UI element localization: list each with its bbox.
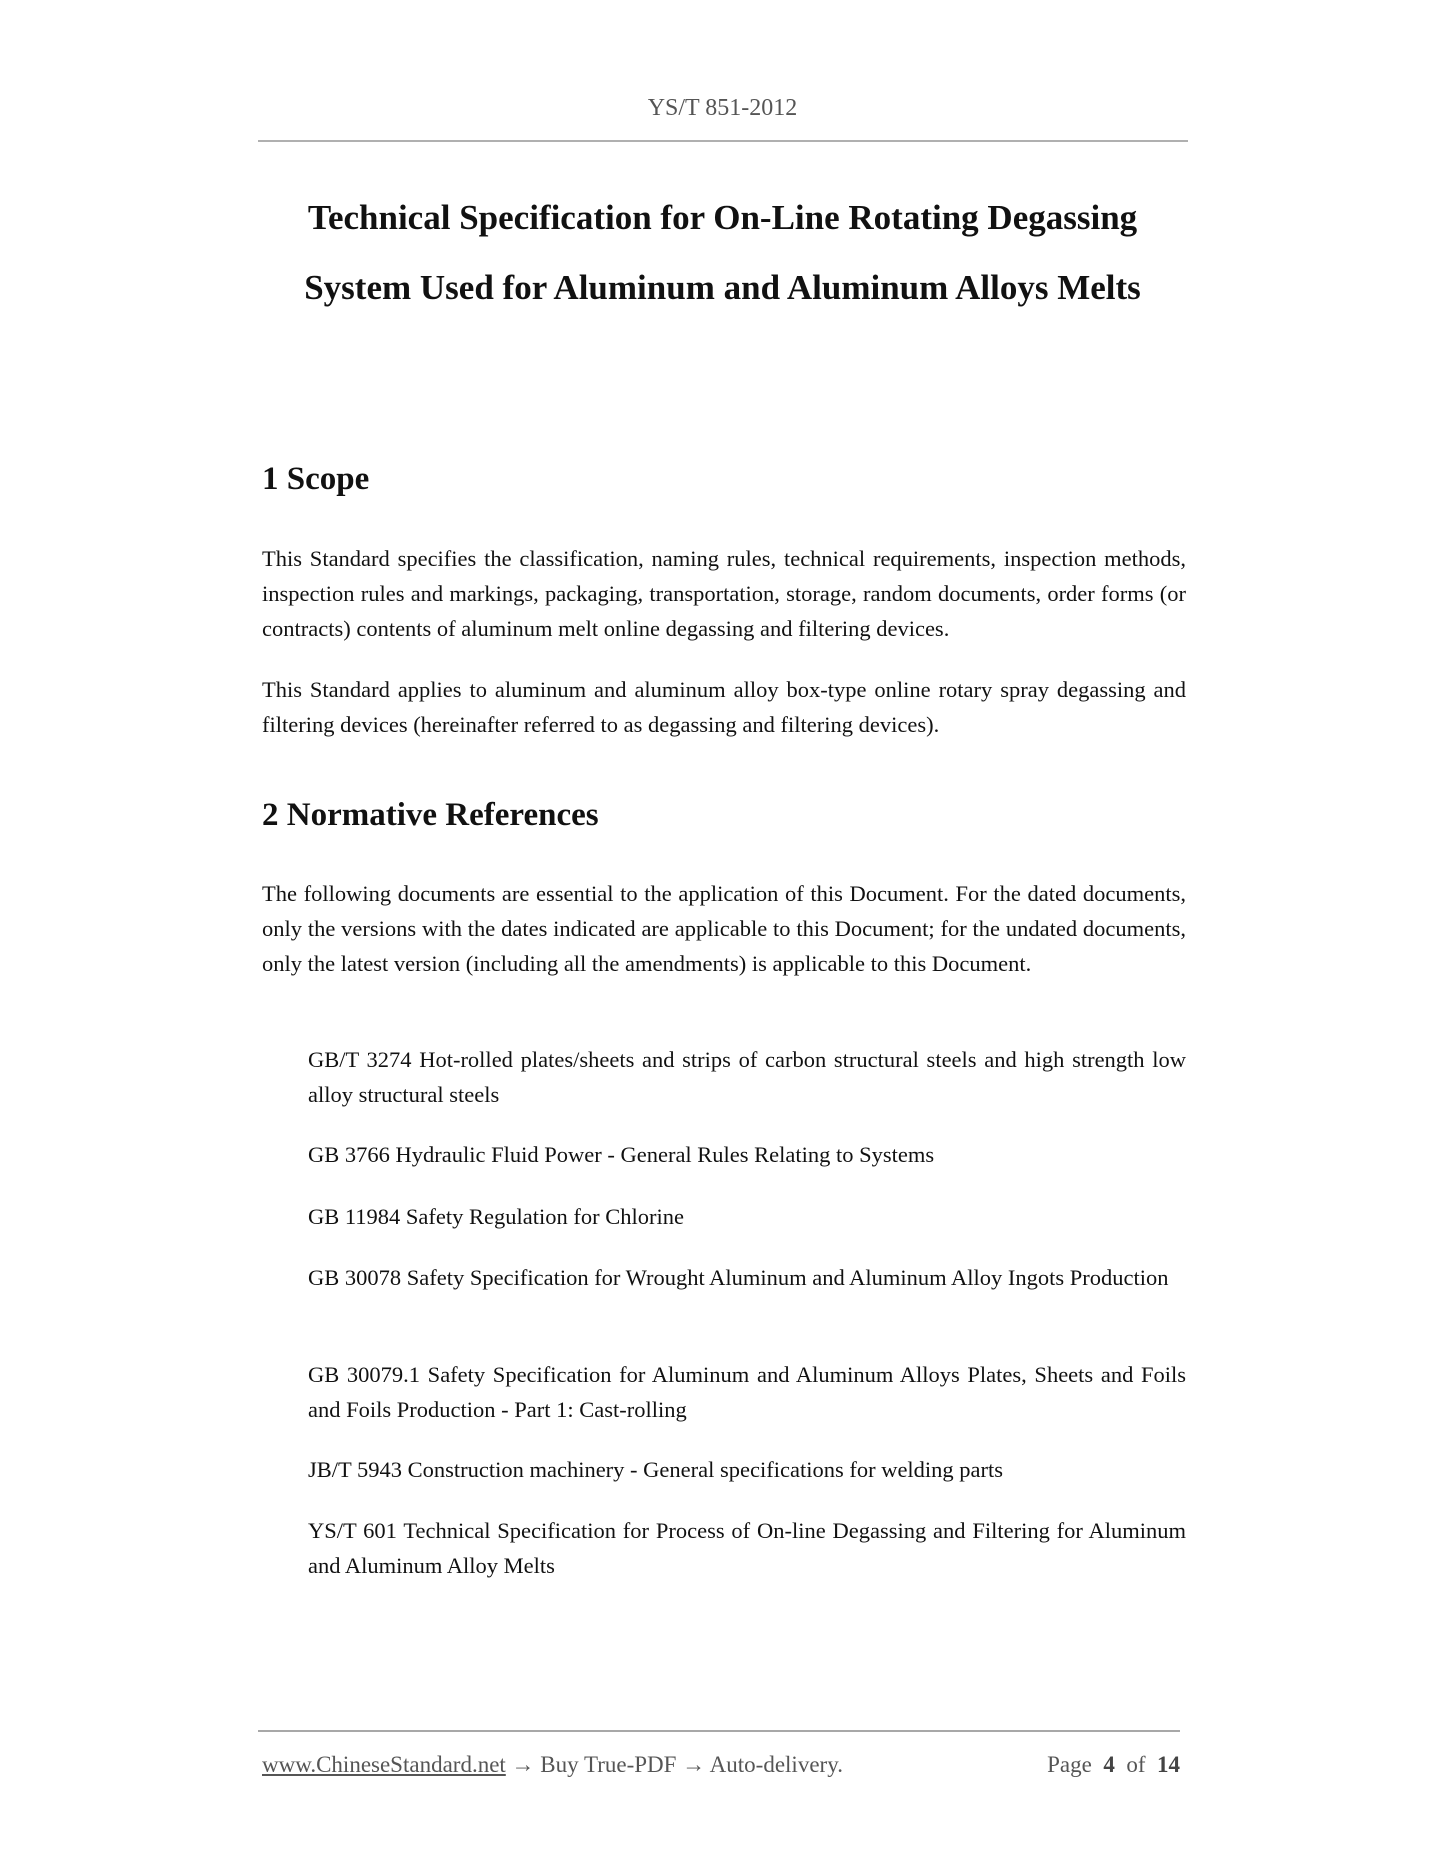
reference-item: GB/T 3274 Hot-rolled plates/sheets and strips of carbon structural steels and high strength low alloy structural steels — [308, 1047, 1186, 1107]
page-label: Page — [1047, 1752, 1092, 1777]
document-title-line-1: Technical Specification for On-Line Rotating Degassing — [307, 198, 1138, 237]
section-heading-scope: 1 Scope — [262, 461, 370, 497]
footer-divider — [258, 1730, 1180, 1732]
footer-promo — [262, 1750, 843, 1780]
reference-item: GB 30079.1 Safety Specification for Aluminum and Aluminum Alloys Plates, Sheets and Foils and Foils Production - Part 1: Cast-rolling — [308, 1362, 1186, 1422]
reference-item: GB 11984 Safety Regulation for Chlorine — [308, 1204, 684, 1229]
reference-item: JB/T 5943 Construction machinery - General specifications for welding parts — [308, 1457, 1004, 1482]
header-divider — [258, 140, 1188, 142]
auto-delivery-text: Auto-delivery. — [709, 1752, 843, 1777]
reference-item: GB 30078 Safety Specification for Wrought Aluminum and Aluminum Alloy Ingots Production — [308, 1265, 1169, 1290]
arrow-right-icon: → — [682, 1752, 706, 1777]
scope-paragraph-1: This Standard specifies the classification, naming rules, technical requirements, inspection methods, inspection rules and markings, packaging, transportation, storage, random documents, order forms (or contracts) contents of aluminum melt online degassing and filtering devices. — [262, 546, 1186, 641]
reference-item: GB 3766 Hydraulic Fluid Power - General Rules Relating to Systems — [308, 1142, 935, 1167]
buy-pdf-text: Buy True-PDF — [540, 1752, 677, 1777]
arrow-right-icon: → — [511, 1752, 535, 1777]
document-code-header: YS/T 851-2012 — [647, 95, 798, 121]
reference-item: YS/T 601 Technical Specification for Process of On-line Degassing and Filtering for Aluminum and Aluminum Alloy Melts — [308, 1518, 1186, 1578]
of-label: of — [1126, 1752, 1146, 1777]
document-title-line-2: System Used for Aluminum and Aluminum Alloys Melts — [304, 268, 1141, 307]
current-page: 4 — [1103, 1752, 1115, 1777]
total-pages: 14 — [1157, 1752, 1180, 1777]
references-intro-paragraph: The following documents are essential to the application of this Document. For the dated documents, only the versions with the dates indicated are applicable to this Document; for the undated documents, only the latest version (including all the amendments) is applicable to this Document. — [262, 881, 1186, 976]
website-link[interactable]: www.ChineseStandard.net — [262, 1752, 506, 1777]
page-number — [1047, 1750, 1180, 1780]
section-heading-normative-references: 2 Normative References — [262, 797, 599, 833]
scope-paragraph-2: This Standard applies to aluminum and aluminum alloy box-type online rotary spray degassing and filtering devices (hereinafter referred to as degassing and filtering devices). — [262, 677, 1186, 737]
